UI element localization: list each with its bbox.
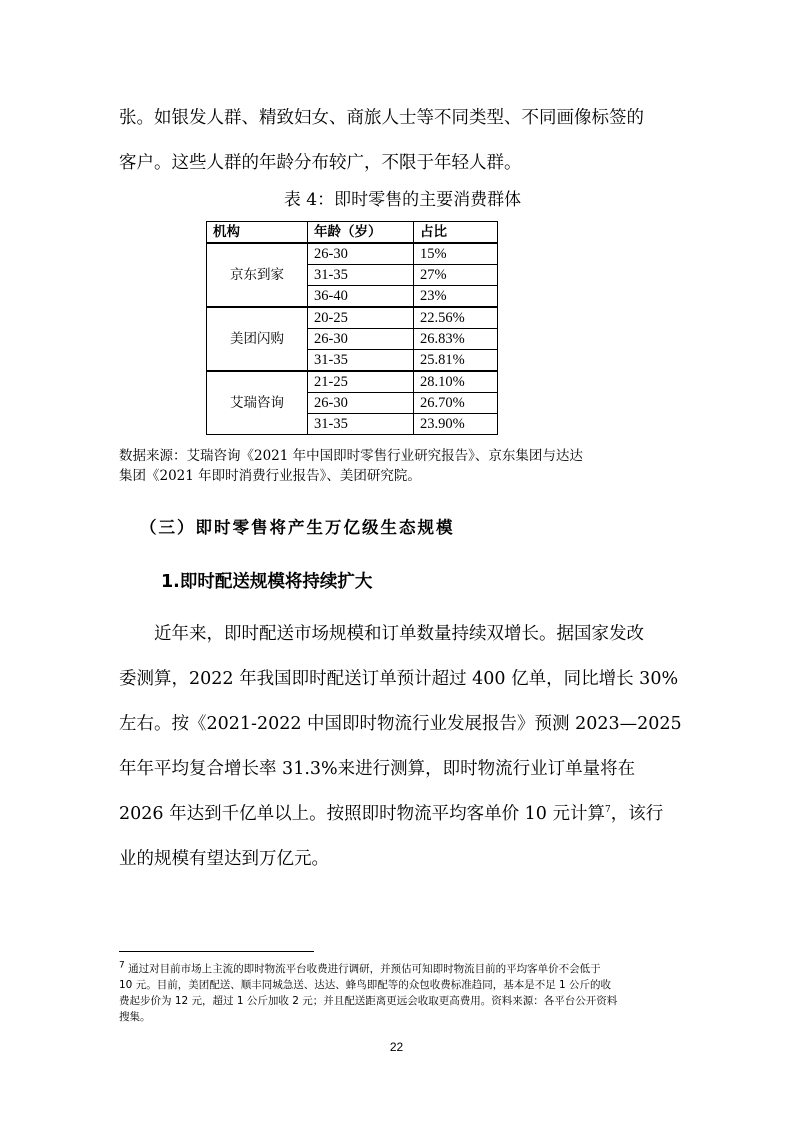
- share-cell: 27%: [414, 265, 498, 286]
- age-cell: 21-25: [308, 371, 414, 393]
- body-line-3: 左右。按《2021-2022 中国即时物流行业发展报告》预测 2023—2025: [119, 714, 682, 734]
- share-cell: 26.70%: [414, 393, 498, 414]
- section-heading: （三）即时零售将产生万亿级生态规模: [140, 518, 455, 537]
- body-line-6: 业的规模有望达到万亿元。: [119, 849, 329, 869]
- age-cell: 20-25: [308, 307, 414, 329]
- footnote-line-4: 搜集。: [119, 1011, 151, 1023]
- age-cell: 31-35: [308, 414, 414, 435]
- source-line-1: 数据来源：艾瑞咨询《2021 年中国即时零售行业研究报告》、京东集团与达达: [119, 448, 583, 464]
- share-cell: 28.10%: [414, 371, 498, 393]
- org-cell: 艾瑞咨询: [207, 371, 308, 435]
- intro-line-1: 张。如银发人群、精致妇女、商旅人士等不同类型、不同画像标签的: [119, 108, 644, 128]
- table-header-row: [207, 222, 498, 244]
- age-cell: 26-30: [308, 393, 414, 414]
- footnote-divider: [119, 951, 314, 952]
- share-cell: 22.56%: [414, 307, 498, 329]
- table-row: [207, 371, 498, 393]
- intro-paragraph: [119, 96, 675, 186]
- age-cell: 36-40: [308, 286, 414, 308]
- table-caption: 表 4：即时零售的主要消费群体: [283, 190, 522, 210]
- footnote-line-3: 费起步价为 12 元，超过 1 公斤加收 2 元；并且配送距离更远会收取更高费用。资料来源：各平台公开资料: [119, 995, 618, 1007]
- footnote-reference[interactable]: 7: [605, 805, 611, 816]
- age-cell: 26-30: [308, 329, 414, 350]
- body-line-5-tail: ，该行: [610, 804, 664, 824]
- page-number: 22: [389, 1040, 404, 1054]
- share-cell: 26.83%: [414, 329, 498, 350]
- source-line-2: 集团《2021 年即时消费行业报告》、美团研究院。: [119, 468, 421, 484]
- share-cell: 23.90%: [414, 414, 498, 435]
- footnote-line-2: 10 元。目前，美团配送、顺丰同城急送、达达、蜂鸟即配等的众包收费标准趋同，基本是不足 1 公斤的收: [119, 979, 612, 991]
- body-line-5: [119, 792, 675, 837]
- table-row: [207, 307, 498, 329]
- body-line-2: 委测算，2022 年我国即时配送订单预计超过 400 亿单，同比增长 30%: [119, 669, 679, 689]
- footnote-line-1: [119, 961, 675, 977]
- org-cell: 京东到家: [207, 243, 308, 307]
- body-line-4: 年年平均复合增长率 31.3%来进行测算，即时物流行业订单量将在: [119, 759, 636, 779]
- table-row: [207, 243, 498, 265]
- table-source-note: [119, 446, 675, 486]
- body-paragraph: [119, 612, 682, 882]
- subsection-heading: 1.即时配送规模将持续扩大: [161, 572, 373, 592]
- age-cell: 31-35: [308, 350, 414, 372]
- intro-line-2: 客户。这些人群的年龄分布较广，不限于年轻人群。: [119, 153, 522, 173]
- age-cell: 26-30: [308, 243, 414, 265]
- header-age: 年龄（岁）: [308, 222, 414, 244]
- org-cell: 美团闪购: [207, 307, 308, 371]
- share-cell: 25.81%: [414, 350, 498, 372]
- share-cell: 23%: [414, 286, 498, 308]
- age-cell: 31-35: [308, 265, 414, 286]
- body-line-5-text: 2026 年达到千亿单以上。按照即时物流平均客单价 10 元计算: [119, 804, 605, 824]
- consumer-group-table: [206, 221, 498, 435]
- footnote-line-1-text: 通过对目前市场上主流的即时物流平台收费进行调研，并预估可知即时物流目前的平均客单价不会低于: [124, 963, 601, 975]
- header-share: 占比: [414, 222, 498, 244]
- footnote-marker: 7: [119, 960, 125, 971]
- share-cell: 15%: [414, 243, 498, 265]
- body-line-1: 近年来，即时配送市场规模和订单数量持续双增长。据国家发改: [154, 624, 644, 644]
- header-org: 机构: [207, 222, 308, 244]
- footnote: [119, 961, 675, 1025]
